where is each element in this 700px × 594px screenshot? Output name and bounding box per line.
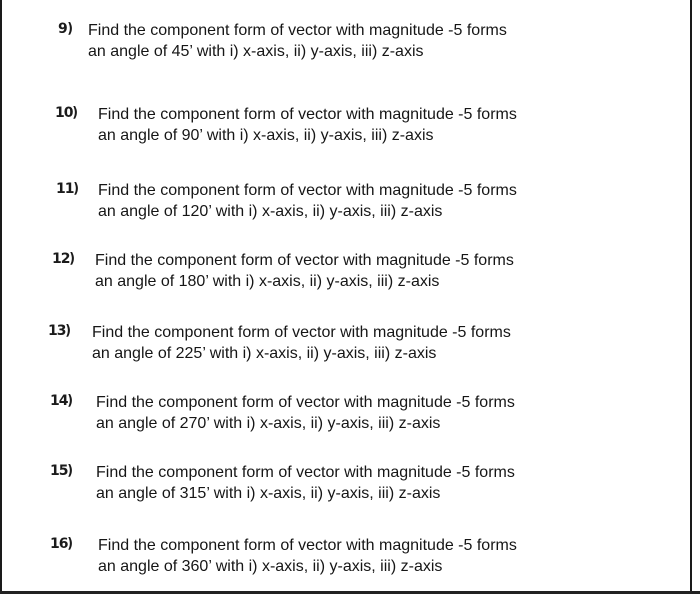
question-line-1: Find the component form of vector with magnitude -5 forms [92, 324, 511, 341]
right-border [690, 0, 692, 594]
question-line-1: Find the component form of vector with magnitude -5 forms [98, 537, 517, 554]
question-number: 10) [55, 105, 78, 121]
question-line-2: an angle of 180’ with i) x-axis, ii) y-axis, iii) z-axis [95, 273, 440, 290]
question-number: 13) [48, 323, 71, 339]
question-line-2: an angle of 120’ with i) x-axis, ii) y-axis, iii) z-axis [98, 203, 443, 220]
question-line-2: an angle of 45’ with i) x-axis, ii) y-axis, iii) z-axis [88, 43, 424, 60]
question-line-1: Find the component form of vector with magnitude -5 forms [98, 106, 517, 123]
question-number: 16) [50, 536, 73, 552]
question-line-1: Find the component form of vector with magnitude -5 forms [96, 464, 515, 481]
question-line-2: an angle of 360’ with i) x-axis, ii) y-axis, iii) z-axis [98, 558, 443, 575]
left-border [0, 0, 2, 594]
question-line-2: an angle of 270’ with i) x-axis, ii) y-axis, iii) z-axis [96, 415, 441, 432]
question-line-2: an angle of 315’ with i) x-axis, ii) y-axis, iii) z-axis [96, 485, 441, 502]
question-line-1: Find the component form of vector with magnitude -5 forms [96, 394, 515, 411]
question-number: 12) [52, 251, 75, 267]
question-number: 11) [56, 181, 79, 197]
question-number: 15) [50, 463, 73, 479]
question-line-1: Find the component form of vector with magnitude -5 forms [95, 252, 514, 269]
question-line-2: an angle of 90’ with i) x-axis, ii) y-axis, iii) z-axis [98, 127, 434, 144]
question-line-1: Find the component form of vector with magnitude -5 forms [88, 22, 507, 39]
question-number: 14) [50, 393, 73, 409]
question-line-2: an angle of 225’ with i) x-axis, ii) y-axis, iii) z-axis [92, 345, 437, 362]
question-line-1: Find the component form of vector with magnitude -5 forms [98, 182, 517, 199]
question-number: 9) [58, 21, 72, 37]
